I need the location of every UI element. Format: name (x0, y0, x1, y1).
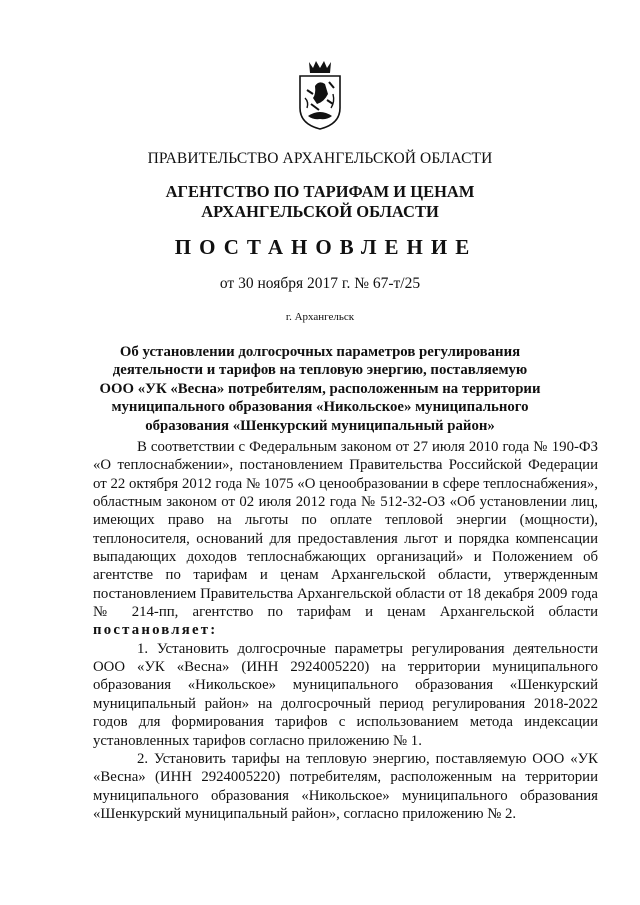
coat-of-arms-emblem (297, 58, 343, 130)
document-type: ПОСТАНОВЛЕНИЕ (174, 235, 478, 259)
date-and-number: от 30 ноября 2017 г. № 67-т/25 (219, 275, 421, 292)
decrees-word: постановляет: (93, 622, 218, 639)
subject-line: образования «Шенкурский муниципальный район» (145, 417, 495, 434)
item-2-paragraph: 2. Установить тарифы на тепловую энергию, поставляемую ООО «УК «Весна» (ИНН 2924005220) потребителям, расположенным на территории муниципального образования «Никольское» муниципального образования «Шенкурский муниципальный район», согласно приложению № 2. (93, 750, 598, 822)
subject-line: Об установлении долгосрочных параметров регулирования (119, 344, 521, 360)
subject-line: муниципального образования «Никольское» муниципального (111, 399, 529, 416)
agency-title-line1: АГЕНТСТВО ПО ТАРИФАМ И ЦЕНАМ (165, 182, 475, 201)
item-1-paragraph: 1. Установить долгосрочные параметры регулирования деятельности ООО «УК «Весна» (ИНН 2924005220) на территории муниципального образования «Никольское» муниципального образования «Шенкурский муниципальный район» на долгосрочный период регулирования 2018-2022 годов для формирования тарифов с использованием метода индексации установленных тарифов согласно приложению № 1. (93, 640, 598, 749)
document-subject (0, 343, 640, 435)
subject-line: ООО «УК «Весна» потребителям, расположенным на территории (99, 380, 541, 397)
government-title: ПРАВИТЕЛЬСТВО АРХАНГЕЛЬСКОЙ ОБЛАСТИ (147, 150, 493, 167)
preamble-text: В соответствии с Федеральным законом от 27 июля 2010 года № 190-ФЗ «О теплоснабжении», постановлением Правительства Российской Федерации от 22 октября 2012 года № 1075 «О ценообразовании в сфере теплоснабжения», областным законом от 02 июля 2012 года № 512-32-ОЗ «Об установлении лиц, имеющих право на льготы по оплате тепловой энергии (мощности), теплоносителя, оснований для предоставления льгот и порядка компенсации выпадающих доходов теплоснабжающих организаций» и Положением об агентстве по тарифам и ценам Архангельской области, утвержденным постановлением Правительства Архангельской области от 18 декабря 2009 года № 214-пп, агентство по тарифам и ценам Архангельской области (93, 439, 598, 621)
agency-title-line2: АРХАНГЕЛЬСКОЙ ОБЛАСТИ (201, 202, 439, 221)
subject-line: деятельности и тарифов на тепловую энергию, поставляемую (112, 362, 528, 379)
preamble-paragraph (93, 438, 598, 640)
agency-title (0, 182, 640, 222)
city: г. Архангельск (285, 311, 355, 323)
document-body (93, 438, 598, 823)
